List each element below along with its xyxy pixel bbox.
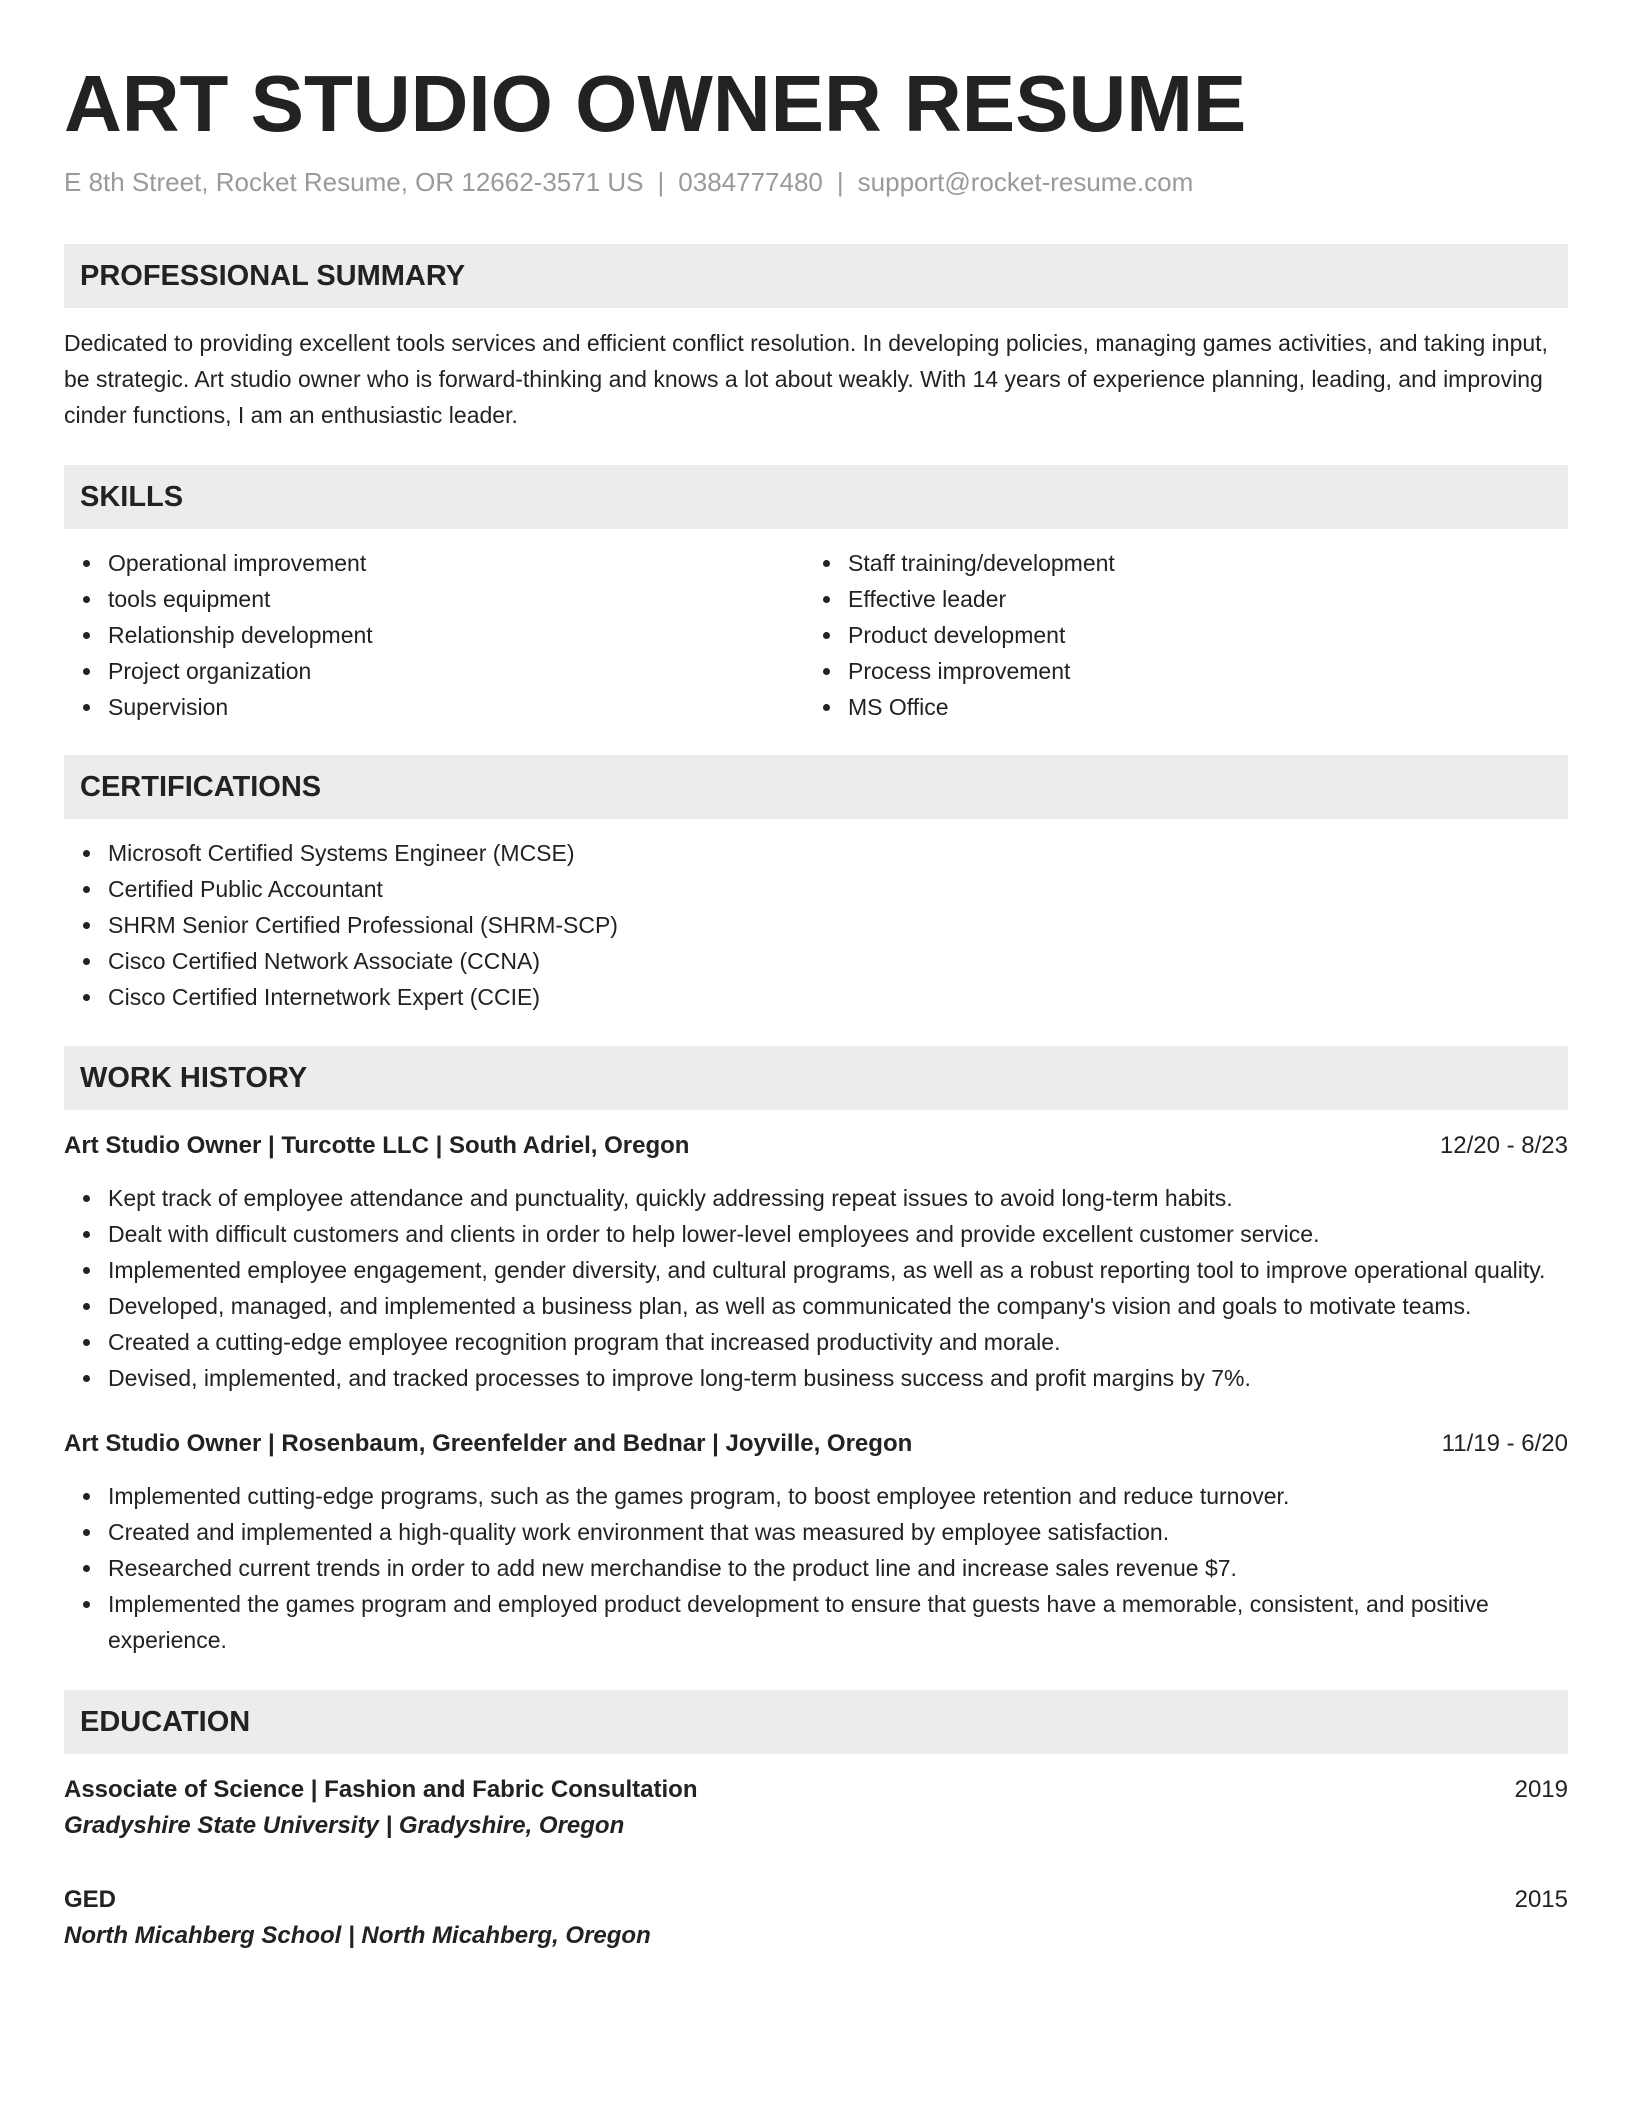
- education-entry: [64, 1882, 1568, 1954]
- resume-title: ART STUDIO OWNER RESUME: [64, 59, 1247, 148]
- contact-email: support@rocket-resume.com: [857, 167, 1194, 197]
- certification-item: SHRM Senior Certified Professional (SHRM-SCP): [64, 907, 1568, 943]
- job-bullet: Dealt with difficult customers and clients in order to help lower-level employees and provide excellent customer service.: [64, 1216, 1568, 1252]
- education-school: North Micahberg School | North Micahberg, Oregon: [64, 1922, 651, 1949]
- certifications-section: [64, 755, 1568, 1015]
- education-entry: [64, 1772, 1568, 1844]
- skill-item: Operational improvement: [64, 545, 804, 581]
- job-header: [64, 1426, 1568, 1462]
- job-bullets: [64, 1478, 1568, 1658]
- education-school: Gradyshire State University | Gradyshire, Oregon: [64, 1812, 625, 1839]
- skills-section: [64, 465, 1568, 725]
- job-bullet: Implemented cutting-edge programs, such as the games program, to boost employee retention and reduce turnover.: [64, 1478, 1568, 1514]
- skills-heading: SKILLS: [64, 465, 1568, 529]
- job-bullet: Developed, managed, and implemented a business plan, as well as communicated the company's vision and goals to motivate teams.: [64, 1288, 1568, 1324]
- education-year: 2019: [1514, 1776, 1568, 1803]
- job-bullet: Implemented the games program and employed product development to ensure that guests have a memorable, consistent, and positive experience.: [64, 1586, 1568, 1658]
- job-title: Art Studio Owner | Turcotte LLC | South Adriel, Oregon: [64, 1132, 690, 1159]
- education-header: [64, 1772, 1568, 1808]
- certification-item: Microsoft Certified Systems Engineer (MCSE): [64, 835, 1568, 871]
- job-entry: [64, 1426, 1568, 1658]
- job-date: 11/19 - 6/20: [1441, 1430, 1568, 1457]
- contact-separator: |: [657, 167, 665, 197]
- skill-item: Project organization: [64, 653, 804, 689]
- work-heading: WORK HISTORY: [64, 1046, 1568, 1110]
- education-header: [64, 1882, 1568, 1918]
- job-bullet: Researched current trends in order to add new merchandise to the product line and increase sales revenue $7.: [64, 1550, 1568, 1586]
- contact-address: E 8th Street, Rocket Resume, OR 12662-3571 US: [64, 167, 644, 197]
- job-bullet: Kept track of employee attendance and punctuality, quickly addressing repeat issues to avoid long-term habits.: [64, 1180, 1568, 1216]
- job-title: Art Studio Owner | Rosenbaum, Greenfelder and Bednar | Joyville, Oregon: [64, 1430, 913, 1457]
- certification-item: Certified Public Accountant: [64, 871, 1568, 907]
- certification-item: Cisco Certified Internetwork Expert (CCIE): [64, 979, 1568, 1015]
- job-header: [64, 1128, 1568, 1164]
- job-bullet: Devised, implemented, and tracked processes to improve long-term business success and profit margins by 7%.: [64, 1360, 1568, 1396]
- education-heading: EDUCATION: [64, 1690, 1568, 1754]
- skill-item: Relationship development: [64, 617, 804, 653]
- skills-grid: [64, 545, 1568, 725]
- job-entry: [64, 1128, 1568, 1396]
- summary-section: [64, 244, 1568, 433]
- summary-text: Dedicated to providing excellent tools services and efficient conflict resolution. In developing policies, managing games activities, and taking input, be strategic. Art studio owner who is forward-thinking and knows a lot about weakly. With 14 years of experience planning, leading, and improving cinder functions, I am an enthusiastic leader.: [64, 330, 1548, 428]
- contact-line: [64, 164, 1568, 200]
- job-bullet: Created a cutting-edge employee recognition program that increased productivity and morale.: [64, 1324, 1568, 1360]
- contact-separator: |: [836, 167, 844, 197]
- skill-item: tools equipment: [64, 581, 804, 617]
- work-section: [64, 1046, 1568, 1658]
- education-degree: GED: [64, 1886, 117, 1913]
- job-bullets: [64, 1180, 1568, 1396]
- job-bullet: Implemented employee engagement, gender diversity, and cultural programs, as well as a robust reporting tool to improve operational quality.: [64, 1252, 1568, 1288]
- education-degree: Associate of Science | Fashion and Fabric Consultation: [64, 1776, 698, 1803]
- skill-item: Supervision: [64, 689, 804, 725]
- skill-item: MS Office: [804, 689, 1544, 725]
- skill-item: Process improvement: [804, 653, 1544, 689]
- summary-heading: PROFESSIONAL SUMMARY: [64, 244, 1568, 308]
- skills-list-left: [64, 545, 804, 725]
- education-section: [64, 1690, 1568, 1954]
- contact-phone: 0384777480: [678, 167, 823, 197]
- job-bullet: Created and implemented a high-quality work environment that was measured by employee satisfaction.: [64, 1514, 1568, 1550]
- certifications-list: [64, 835, 1568, 1015]
- skill-item: Staff training/development: [804, 545, 1544, 581]
- certifications-heading: CERTIFICATIONS: [64, 755, 1568, 819]
- education-year: 2015: [1514, 1886, 1568, 1913]
- certification-item: Cisco Certified Network Associate (CCNA): [64, 943, 1568, 979]
- skills-list-right: [804, 545, 1544, 725]
- skill-item: Effective leader: [804, 581, 1544, 617]
- skill-item: Product development: [804, 617, 1544, 653]
- job-date: 12/20 - 8/23: [1439, 1132, 1568, 1159]
